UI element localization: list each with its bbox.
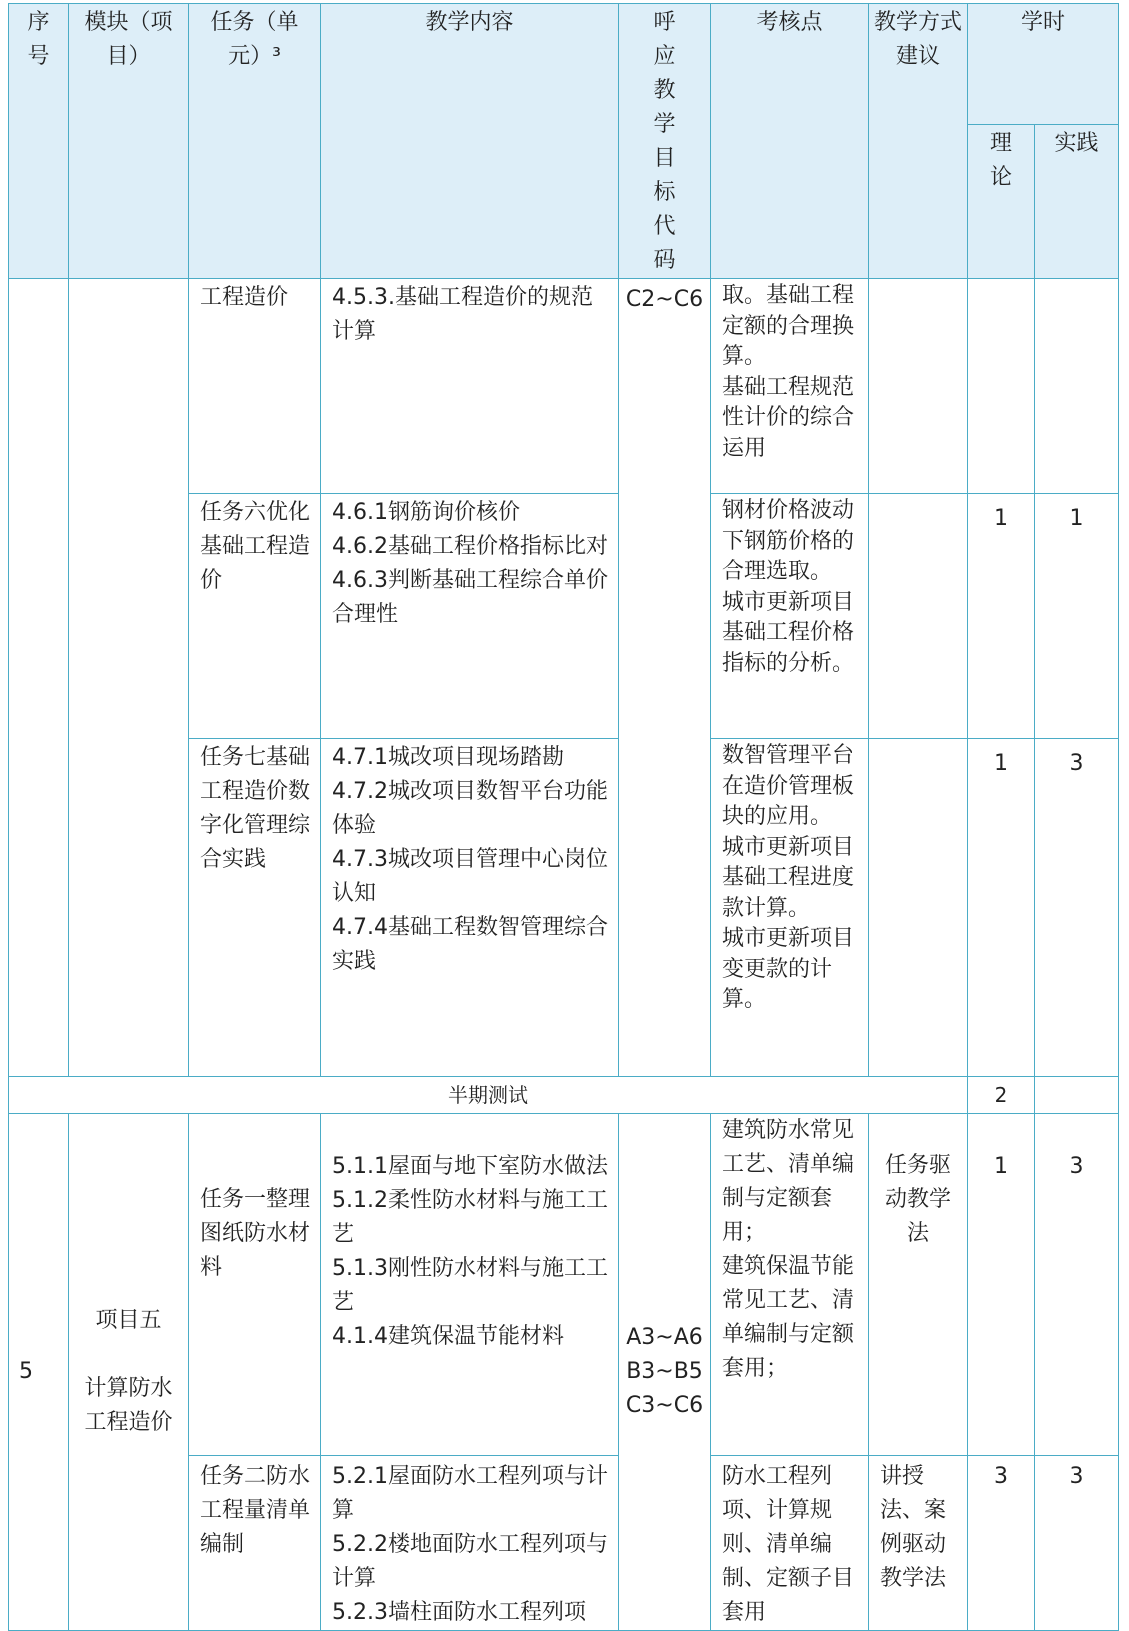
task-cell: 工程造价 [189, 279, 321, 494]
module-cell [69, 279, 189, 1077]
content-line: 5.2.1屋面防水工程列项与计算 [332, 1464, 608, 1523]
assessment-line: 数智管理平台在造价管理板块的应用。 [722, 743, 855, 829]
midterm-label: 半期测试 [9, 1077, 968, 1114]
module-title: 项目五 [95, 1308, 162, 1333]
header-target-code: 呼应教学目标代码 [619, 4, 711, 279]
method-cell [869, 279, 968, 494]
assessment-cell [711, 739, 869, 1077]
theory-cell: 3 [968, 1456, 1035, 1631]
content-cell [321, 1456, 619, 1631]
practice-cell [1035, 279, 1119, 494]
assessment-cell [711, 1456, 869, 1631]
midterm-practice [1035, 1077, 1119, 1114]
code-line: A3~A6 [626, 1325, 703, 1350]
assessment-line: 取。基础工程定额的合理换算。 [722, 283, 855, 369]
content-line: 5.1.3刚性防水材料与施工工艺 [332, 1256, 608, 1315]
seq-cell: 5 [9, 1114, 69, 1631]
theory-cell [968, 279, 1035, 494]
assessment-line: 基础工程规范性计价的综合运用 [722, 374, 855, 461]
target-code-cell [619, 1114, 711, 1631]
table-row [9, 279, 1119, 494]
module-name: 计算防水工程造价 [84, 1376, 173, 1435]
seq-cell [9, 279, 69, 1077]
curriculum-table [8, 3, 1119, 1631]
method-cell [869, 739, 968, 1077]
code-line: C3~C6 [625, 1393, 704, 1418]
header-module: 模块（项目） [69, 4, 189, 279]
content-line: 5.1.1屋面与地下室防水做法 [332, 1154, 608, 1179]
header-content: 教学内容 [321, 4, 619, 279]
content-line: 4.5.3.基础工程造价的规范计算 [332, 285, 593, 344]
assessment-line: 防水工程列项、计算规则、清单编制、定额子目套用 [722, 1464, 855, 1625]
theory-cell: 1 [968, 1114, 1035, 1456]
module-cell [69, 1114, 189, 1631]
content-line: 5.1.2柔性防水材料与施工工艺 [332, 1188, 608, 1247]
midterm-theory: 2 [968, 1077, 1035, 1114]
target-code-cell: C2~C6 [619, 279, 711, 1077]
practice-cell: 3 [1035, 1114, 1119, 1456]
content-cell [321, 494, 619, 739]
header-theory: 理论 [968, 124, 1035, 278]
method-cell: 任务驱动教学法 [869, 1114, 968, 1456]
header-hours: 学时 [968, 4, 1119, 125]
practice-cell: 1 [1035, 494, 1119, 739]
header-assessment: 考核点 [711, 4, 869, 279]
curriculum-table-page [8, 3, 1118, 1625]
header-method: 教学方式建议 [869, 4, 968, 279]
content-line: 5.2.3墙柱面防水工程列项 [332, 1600, 586, 1625]
content-cell [321, 279, 619, 494]
header-task: 任务（单元）³ [189, 4, 321, 279]
task-cell: 任务七基础工程造价数字化管理综合实践 [189, 739, 321, 1077]
assessment-cell [711, 494, 869, 739]
theory-cell: 1 [968, 494, 1035, 739]
header-seq: 序号 [9, 4, 69, 279]
content-cell [321, 739, 619, 1077]
practice-cell: 3 [1035, 1456, 1119, 1631]
header-practice: 实践 [1035, 124, 1119, 278]
midterm-row [9, 1077, 1119, 1114]
method-cell: 讲授法、案例驱动教学法 [869, 1456, 968, 1631]
content-line: 4.7.3城改项目管理中心岗位认知 [332, 847, 608, 906]
assessment-cell [711, 1114, 869, 1456]
content-line: 4.7.2城改项目数智平台功能体验 [332, 779, 608, 838]
content-line: 4.7.4基础工程数智管理综合实践 [332, 915, 608, 974]
assessment-line: 城市更新项目基础工程价格指标的分析。 [722, 589, 855, 676]
assessment-line: 城市更新项目基础工程进度款计算。 [722, 834, 855, 921]
content-line: 4.6.1钢筋询价核价 [332, 500, 520, 525]
code-line: B3~B5 [626, 1359, 703, 1384]
content-line: 4.1.4建筑保温节能材料 [332, 1324, 564, 1349]
table-row [9, 1114, 1119, 1456]
assessment-line: 城市更新项目变更款的计算。 [722, 926, 855, 1012]
assessment-line: 建筑保温节能常见工艺、清单编制与定额套用； [722, 1254, 855, 1381]
assessment-line: 建筑防水常见工艺、清单编制与定额套用； [722, 1118, 855, 1245]
task-cell: 任务六优化基础工程造价 [189, 494, 321, 739]
content-line: 4.7.1城改项目现场踏勘 [332, 745, 564, 770]
content-line: 4.6.2基础工程价格指标比对4.6.3判断基础工程综合单价合理性 [332, 534, 608, 627]
theory-cell: 1 [968, 739, 1035, 1077]
content-cell [321, 1114, 619, 1456]
task-cell: 任务二防水工程量清单编制 [189, 1456, 321, 1631]
assessment-line: 钢材价格波动下钢筋价格的合理选取。 [722, 498, 855, 584]
task-cell: 任务一整理图纸防水材料 [189, 1114, 321, 1456]
assessment-cell [711, 279, 869, 494]
practice-cell: 3 [1035, 739, 1119, 1077]
content-line: 5.2.2楼地面防水工程列项与计算 [332, 1532, 608, 1591]
method-cell [869, 494, 968, 739]
